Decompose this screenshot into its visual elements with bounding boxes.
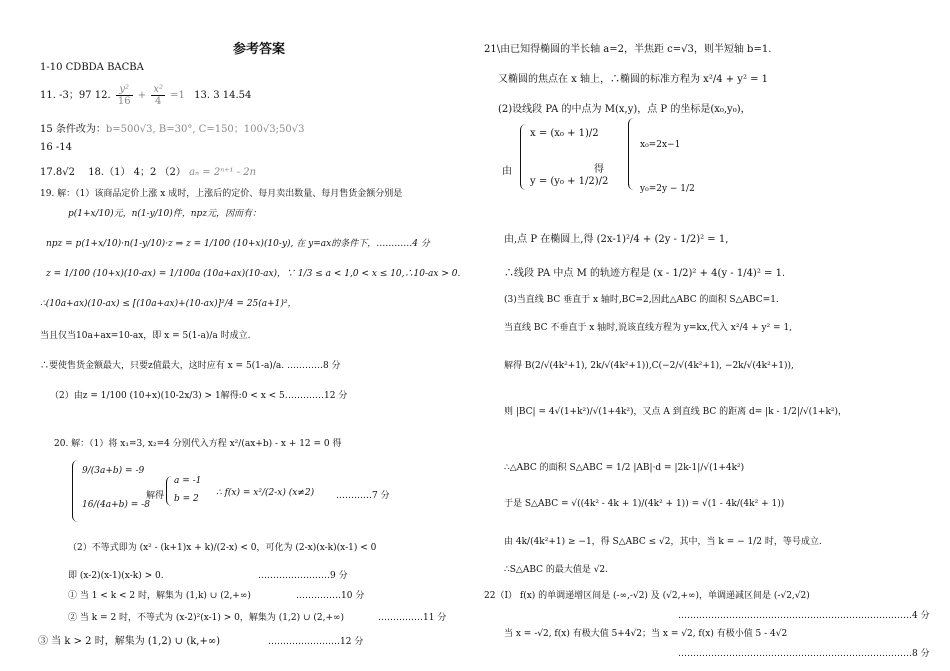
q19-score-12: …………12 分 [288,391,348,401]
q21-line12: 由 4k/(4k²+1) ≥ −1，得 S△ABC ≤ √2，其中，当 k = − 1/2 时，等号成立. [504,537,822,547]
q21-sysA1: x = (x₀ + 1)/2 [530,128,599,139]
q15-cond: b=500√3, B=30°, C=150；100√3;50√3 [105,124,305,135]
q19-line6: ∴要使售货金额最大，只要z值最大，这时应有 x = 5(1-a)/a. …………8 分 [40,361,341,371]
q22-line1: 22（Ⅰ） f(x) 的单调递增区间是 (-∞,-√2) 及 (√2,+∞)，单调递减区间是 (-√2,√2) [484,591,810,601]
mc-answers: 1-10 CDBDA BACBA [40,62,144,73]
q20-case2: ② 当 k = 2 时，不等式为 (x-2)²(x-1) > 0，解集为 (1,2) ∪ (2,+∞) [68,613,345,623]
q21-line11: 于是 S△ABC = √((4k² - 4k + 1)/(4k² + 1)) = √(1 - 4k/(4k² + 1)) [504,499,785,509]
q19-line2: npz = p(1+x/10)·n(1-y/10)·z ⇒ z = 1/100 (10+x)(10-y), 在 y=ax的条件下，…………4 分 [46,239,430,249]
q11-eq1: =1 [170,90,185,101]
q16-line: 16 -14 [40,142,73,153]
q17-text: 17.8√2 [40,167,75,178]
q20-left-brace [72,460,79,522]
q20-score-12: ……………………12 分 [268,637,364,647]
q21-brace-a [520,124,527,190]
q20-sys2: 16/(4a+b) = -8 [82,500,150,510]
q21-line2: 又椭圆的焦点在 x 轴上，∴椭圆的标准方程为 x²/4 + y² = 1 [498,74,769,85]
q21-line3: (2)设线段 PA 的中点为 M(x,y)，点 P 的坐标是(x₀,y₀)， [498,104,751,115]
q19-line7: （2）由z = 1/100 (10+x)(10-2x/3) > 1解得:0 < x < 5. [50,391,288,401]
q19-line5: 当且仅当10a+ax=10-ax，即 x = 5(1-a)/a 时成立. [40,331,251,341]
q11-y2: y² [116,84,133,96]
q21-line6: (3)当直线 BC 垂直于 x 轴时,BC=2,因此△ABC 的面积 S△ABC=1. [504,295,779,305]
q11-rest: 13. 3 14.54 [194,90,252,101]
q21-de: 得 [594,164,604,175]
q18-text: 18.（1） 4；2 （2） [88,167,186,178]
q11-prefix: 11. -3；97 12. [40,90,111,101]
q20-sol-a: a = -1 [174,476,202,486]
q19-intro: 19. 解：（1）该商品定价上涨 x 成时，上涨后的定价、每月卖出数量、每月售货金额分别是 [40,189,403,199]
q11-line [40,84,251,107]
q22-score-8: ……………………………………………………………………8 分 [678,649,930,659]
q20-solve-word: 解得 [146,491,165,501]
q20-case1: ① 当 1 < k < 2 时，解集为 (1,k) ∪ (2,+∞) [68,591,251,601]
q21-sysA2: y = (y₀ + 1/2)/2 [530,176,609,187]
q21-sysB2: y₀=2y − 1/2 [640,184,695,194]
q20-part2b: 即 (x-2)(x-1)(x-k) > 0. [68,571,164,581]
q21-line4: 由,点 P 在椭圆上,得 (2x-1)²/4 + (2y - 1/2)² = 1, [504,234,729,245]
q18-an: aₙ = 2ⁿ⁺¹ - 2n [189,167,257,178]
q21-line7: 当直线 BC 不垂直于 x 轴时,说该直线方程为 y=kx,代入 x²/4 + y² = 1, [504,323,793,333]
q21-line9: 则 |BC| = 4√(1+k²)/√(1+4k²)，又点 A 到直线 BC 的距离 d= |k - 1/2|/√(1+k²)， [504,407,848,417]
q19-line1: p(1+x/10)元，n(1-y/10)件，npz元，因而有： [68,209,262,219]
q20-score-10: ……………10 分 [296,591,365,601]
q20-score-7: …………7 分 [336,491,390,501]
q20-sys1: 9/(3a+b) = -9 [82,466,145,476]
q11-plus: + [137,90,147,101]
q19-line4: ∴(10a+ax)(10-ax) ≤ [(10a+ax)+(10-ax)]²/4 = 25(a+1)²， [40,299,297,309]
q15-line [40,120,304,135]
page-title: 参考答案 [233,42,286,57]
q21-you: 由 [502,166,512,177]
q11-frac-x [151,84,165,107]
q19-line3: z = 1/100 (10+x)(10-ax) = 1/100a (10a+ax)(10-ax)，∵ 1/3 ≤ a < 1,0 < x ≤ 10,∴10-ax > 0. [46,269,461,279]
q21-line1: 21\由已知得椭圆的半长轴 a=2，半焦距 c=√3，则半短轴 b=1. [484,44,772,55]
q20-sol-b: b = 2 [174,494,199,504]
q20-sol-brace [166,476,173,506]
q21-line13: ∴S△ABC 的最大值是 √2. [504,565,609,575]
q20-intro: 20. 解：（1）将 x₁=3, x₂=4 分别代入方程 x²/(ax+b) - x + 12 = 0 得 [54,439,342,449]
q15-label: 15 条件改为： [40,124,106,135]
q11-x2: x² [153,84,163,95]
q20-score-9: ……………………9 分 [258,571,348,581]
left-column [38,0,478,671]
right-column [482,0,930,671]
q21-brace-b [628,118,635,190]
q11-b: 4 [154,96,162,107]
q21-line10: ∴△ABC 的面积 S△ABC = 1/2 |AB|·d = |2k-1|/√(1+4k²) [504,463,745,473]
q11-frac-y [116,84,133,107]
q20-case3: ③ 当 k > 2 时，解集为 (1,2) ∪ (k,+∞) [38,636,221,647]
q21-line8: 解得 B(2/√(4k²+1), 2k/√(4k²+1)),C(−2/√(4k²+1), −2k/√(4k²+1)), [504,361,794,371]
q20-part2: （2）不等式即为 (x² - (k+1)x + k)/(2-x) < 0，可化为 (2-x)(x-k)(x-1) < 0 [68,543,377,553]
q11-a: 16 [117,96,131,107]
q17-line [40,163,256,178]
q20-therefore: ∴ f(x) = x²/(2-x) (x≠2) [216,488,315,498]
q21-sysB1: x₀=2x−1 [640,140,681,150]
q22-score-4: ……………………………………………………………………4 分 [678,611,930,621]
q21-line5: ∴线段 PA 中点 M 的轨迹方程是 (x - 1/2)² + 4(y - 1/4)² = 1. [504,268,786,279]
q22-line2: 当 x = -√2, f(x) 有极大值 5+4√2；当 x = √2, f(x) 有极小值 5 - 4√2 [504,629,788,639]
q20-score-11: ……………11 分 [378,613,447,623]
